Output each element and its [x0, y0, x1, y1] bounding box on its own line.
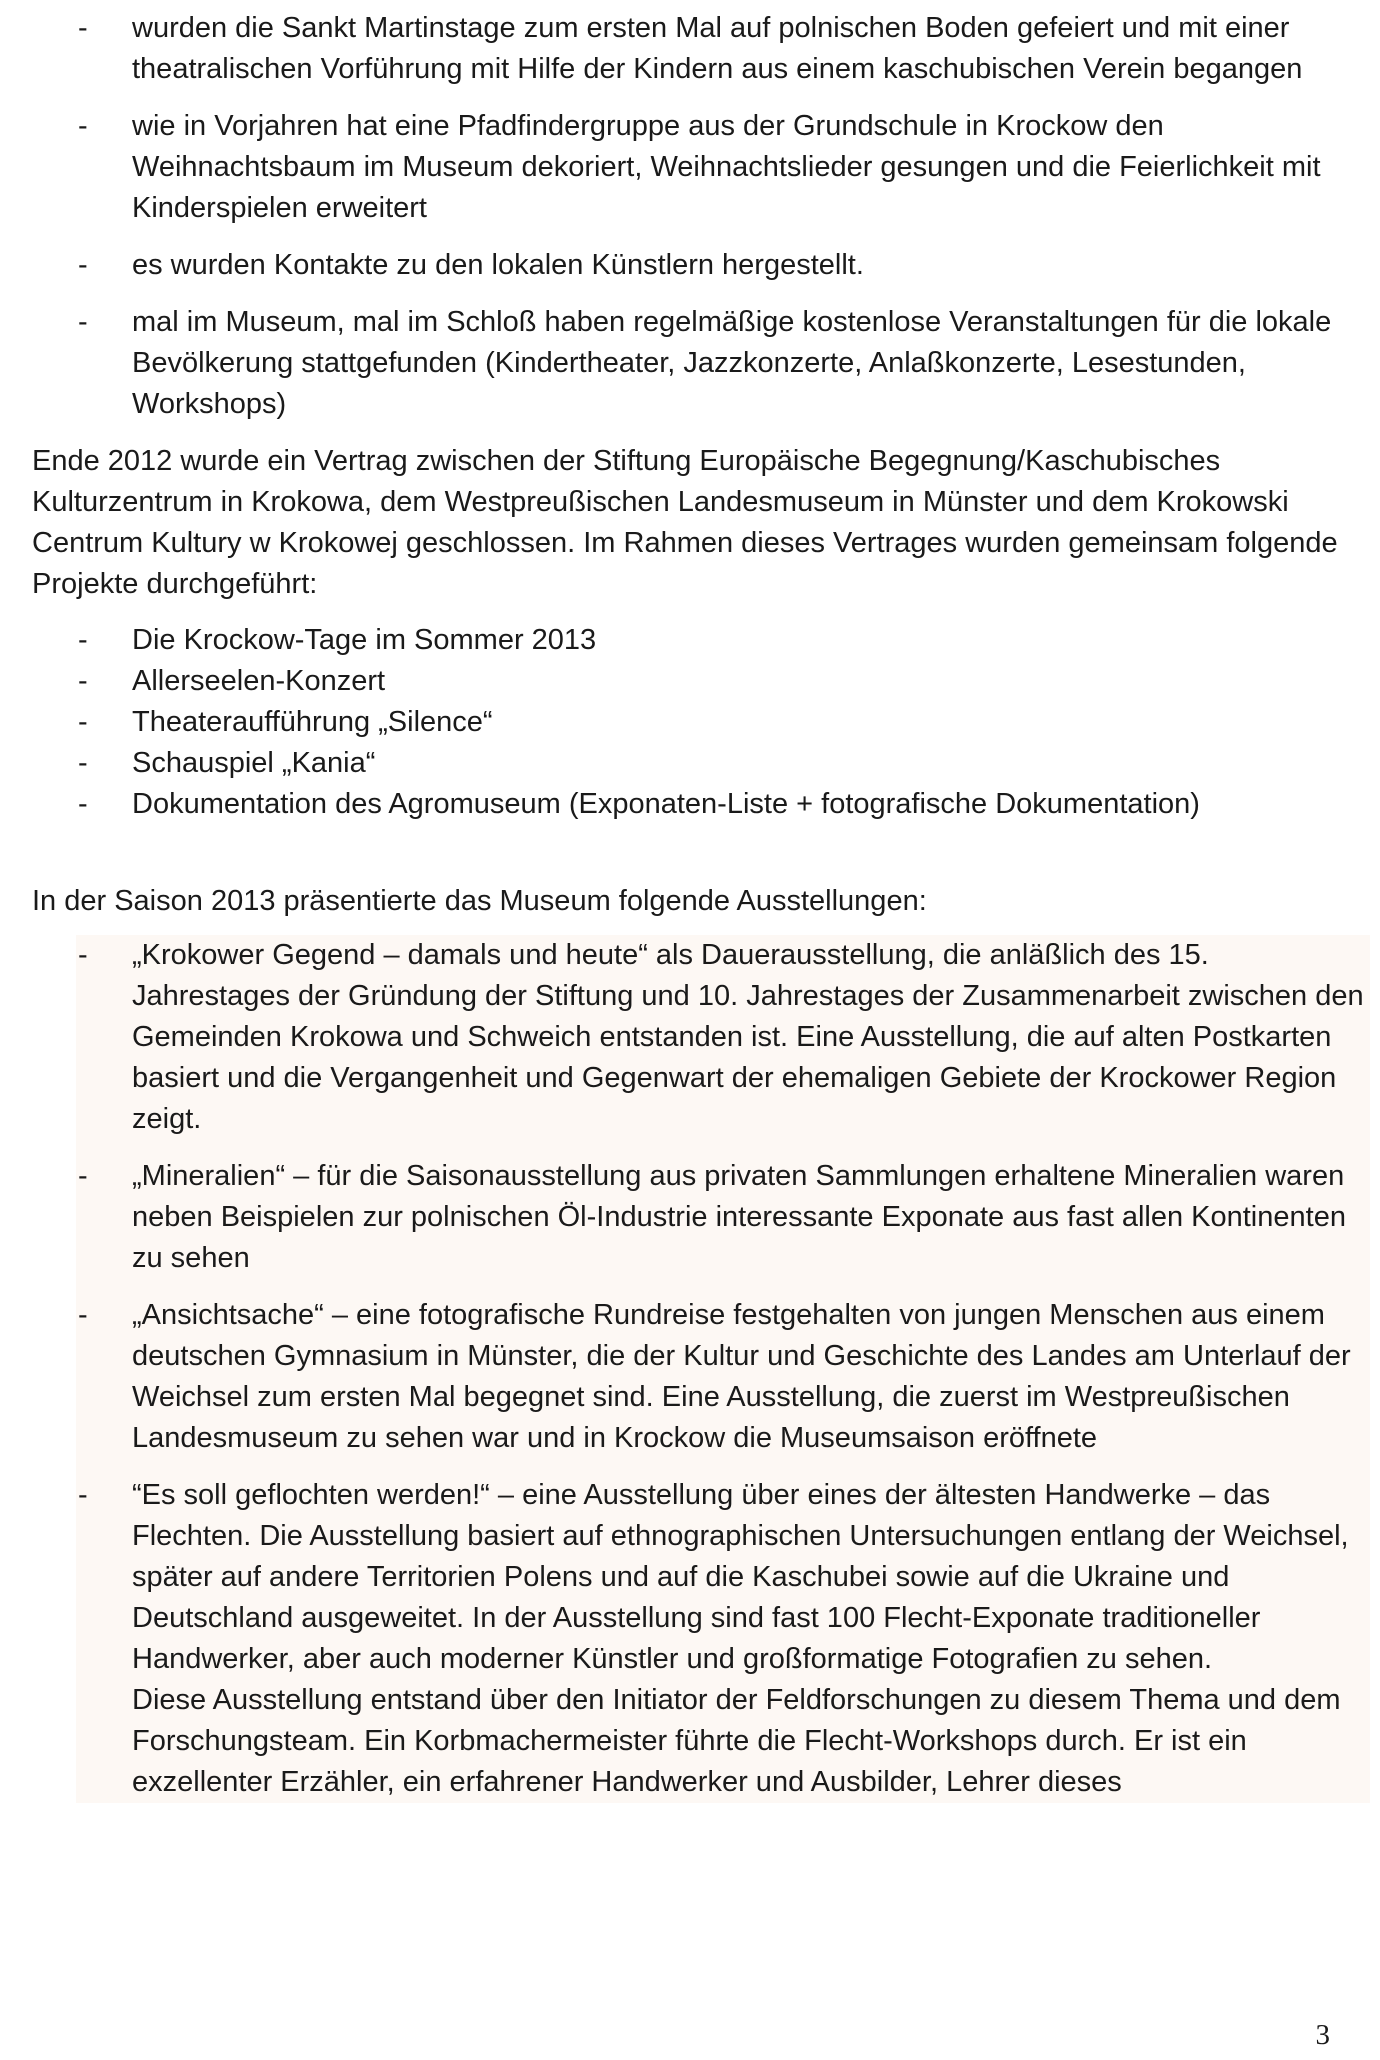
list-item	[32, 661, 1342, 702]
list-item	[76, 935, 1370, 1140]
list-item-continuation: Diese Ausstellung entstand über den Initiator der Feldforschungen zu diesem Thema und dem Forschungsteam. Ein Korbmachermeister führte die Flecht-Workshops durch. Er ist ein exzellenter Erzähler, ein erfahrener Handwerker und Ausbilder, Lehrer dieses	[132, 1684, 1341, 1798]
list-bullet: -	[78, 706, 88, 738]
contract-paragraph: Ende 2012 wurde ein Vertrag zwischen der Stiftung Europäische Begegnung/Kaschubisches Kulturzentrum in Krokowa, dem Westpreußischen Landesmuseum in Münster und dem Krokowski Centrum Kultury w Krokowej geschlossen. Im Rahmen dieses Vertrages wurden gemeinsam folgende Projekte durchgeführt:	[32, 445, 1338, 600]
list-item	[76, 1295, 1370, 1459]
list-item	[32, 784, 1342, 825]
list-item-text: es wurden Kontakte zu den lokalen Künstlern hergestellt.	[132, 249, 864, 281]
list-bullet: -	[78, 1160, 88, 1192]
list-bullet: -	[78, 939, 88, 971]
list-item	[32, 245, 1342, 286]
spacer	[32, 825, 1342, 881]
list-item-text: Schauspiel „Kania“	[132, 747, 376, 779]
list-bullet: -	[78, 110, 88, 142]
list-item-text: mal im Museum, mal im Schloß haben regelmäßige kostenlose Veranstaltungen für die lokale Bevölkerung stattgefunden (Kindertheater, Jazzkonzerte, Anlaßkonzerte, Lesestunden, Workshops)	[132, 306, 1332, 420]
list-bullet: -	[78, 1479, 88, 1511]
list-bullet: -	[78, 306, 88, 338]
exhibitions-list	[76, 935, 1370, 1803]
list-item-text: Allerseelen-Konzert	[132, 665, 386, 697]
list-item-text: wurden die Sankt Martinstage zum ersten Mal auf polnischen Boden gefeiert und mit einer theatralischen Vorführung mit Hilfe der Kindern aus einem kaschubischen Verein begangen	[132, 12, 1303, 85]
list-bullet: -	[78, 624, 88, 656]
list-item	[32, 8, 1342, 90]
list-item-text: Dokumentation des Agromuseum (Exponaten-Liste + fotografische Dokumentation)	[132, 788, 1200, 820]
list-item-text: Die Krockow-Tage im Sommer 2013	[132, 624, 597, 656]
list-bullet: -	[78, 665, 88, 697]
list-bullet: -	[78, 249, 88, 281]
page-content	[32, 8, 1364, 1803]
spacer	[32, 605, 1342, 620]
list-bullet: -	[78, 1299, 88, 1331]
list-item	[32, 106, 1342, 229]
projects-list	[32, 620, 1342, 825]
list-item	[76, 1475, 1370, 1803]
list-item	[32, 620, 1342, 661]
list-item-text: „Mineralien“ – für die Saisonausstellung aus privaten Sammlungen erhaltene Mineralien waren neben Beispielen zur polnischen Öl-Industrie interessante Exponate aus fast allen Kontinenten zu sehen	[132, 1160, 1346, 1274]
list-bullet: -	[78, 747, 88, 779]
list-bullet: -	[78, 12, 88, 44]
list-item-text: „Krokower Gegend – damals und heute“ als Dauerausstellung, die anläßlich des 15. Jahrestages der Gründung der Stiftung und 10. Jahrestages der Zusammenarbeit zwischen den Gemeinden Krokowa und Schweich entstanden ist. Eine Ausstellung, die auf alten Postkarten basiert und die Vergangenheit und Gegenwart der ehemaligen Gebiete der Krockower Region zeigt.	[132, 939, 1364, 1135]
list-item-text: “Es soll geflochten werden!“ – eine Ausstellung über eines der ältesten Handwerke – das Flechten. Die Ausstellung basiert auf ethnographischen Untersuchungen entlang der Weichsel, später auf andere Territorien Polens und auf die Kaschubei sowie auf die Ukraine und Deutschland ausgeweitet. In der Ausstellung sind fast 100 Flecht-Exponate traditioneller Handwerker, aber auch moderner Künstler und großformatige Fotografien zu sehen.	[132, 1479, 1349, 1675]
list-item	[32, 702, 1342, 743]
spacer	[32, 922, 1342, 935]
activities-list	[32, 8, 1342, 425]
list-item-text: „Ansichtsache“ – eine fotografische Rundreise festgehalten von jungen Menschen aus einem deutschen Gymnasium in Münster, die der Kultur und Geschichte des Landes am Unterlauf der Weichsel zum ersten Mal begegnet sind. Eine Ausstellung, die zuerst im Westpreußischen Landesmuseum zu sehen war und in Krockow die Museumsaison eröffnete	[132, 1299, 1351, 1454]
page-number: 3	[1315, 2019, 1330, 2051]
exhibitions-intro: In der Saison 2013 präsentierte das Museum folgende Ausstellungen:	[32, 885, 927, 917]
list-bullet: -	[78, 788, 88, 820]
list-item	[76, 1156, 1370, 1279]
list-item-text: Theateraufführung „Silence“	[132, 706, 493, 738]
list-item-text: wie in Vorjahren hat eine Pfadfindergruppe aus der Grundschule in Krockow den Weihnachtsbaum im Museum dekoriert, Weihnachtslieder gesungen und die Feierlichkeit mit Kinderspielen erweitert	[132, 110, 1321, 224]
list-item	[32, 743, 1342, 784]
list-item	[32, 302, 1342, 425]
